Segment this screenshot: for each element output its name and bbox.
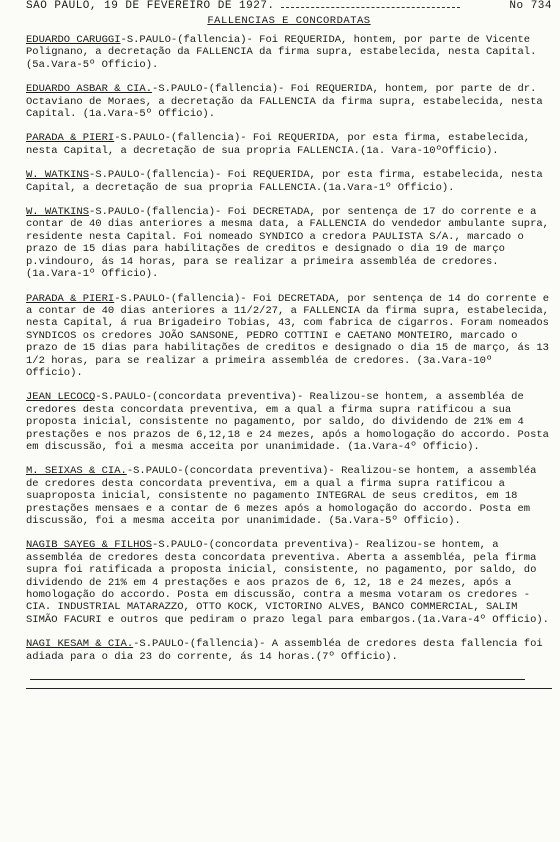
closing-rule [26, 688, 552, 689]
entry [26, 539, 552, 626]
entry-text: -S.PAULO-(concordata preventiva)- Realizou-se hontem, a assembléa de credores desta concordata preventiva, em a qual a firma supra ratificou a sua proposta inicial, consistente no pagamento, por saldo, do dividendo de 21% em 4 prestações e nos prazos de 6,12,18 e 24 mezes, após a homologação do accordo. Posta em discussão, foi a mesma acceita por unanimidade. (1a.Vara-4º Officio). [26, 391, 556, 453]
entry-name: EDUARDO CARUGGI [26, 34, 121, 46]
entry-text: -S.PAULO-(fallencia)- A assembléa de credores desta fallencia foi adiada para o dia 23 do corrente, ás 14 horas.(7º Officio). [26, 638, 550, 663]
entry [26, 34, 552, 71]
entry-name: PARADA & PIERI [26, 132, 115, 145]
entry-text: -S.PAULO-(concordata preventiva)- Realizou-se hontem, a assembléa de credores desta concordata preventiva. Aberta a assembléa, pela firma supra foi ratificada a proposta inicial, consistente, no pagamento, por saldo, do dividendo de 21% em 4 prestações e aos prazos de 6, 12, 18 e 24 mezes, após a homologação do accordo. Posta em discussão, contra a mesma votaram os credores - CIA. INDUSTRIAL MATARAZZO, OTTO KOCK, VICTORINO ALVES, BANCO COMMERCIAL, SALIM SIMÃO FACURI e outros que pediram o prazo legal para embargos.(1a.Vara-4º Officio). [26, 539, 549, 626]
section-title: FALLENCIAS E CONCORDATAS [207, 15, 371, 27]
entry-text: -S.PAULO-(fallencia)- Foi REQUERIDA, por esta firma, estabelecida, nesta Capital, a decretação de sua propria FALLENCIA.(1a. Vara-10ºOfficio). [26, 132, 537, 157]
entry-name: EDUARDO ASBAR & CIA. [26, 83, 153, 96]
entry-text: -S.PAULO-(fallencia)- Foi DECRETADA, por sentença de 17 do corrente e a contar de 40 dias anteriores a mesma data, a FALLENCIA do vendedor ambulante supra, residente nesta Capital. Foi nomeado SYNDICO a credora PAULISTA S/A., marcado o prazo de 15 dias para habilitações de creditos e designado o dia 19 de março p.vindouro, ás 14 horas, para se realizar a primeira assembléa de credores. (1a.Vara-1º Officio). [26, 206, 556, 281]
entry-name: NAGIB SAYEG & FILHOS [26, 539, 153, 552]
entry-name: JEAN LECOCQ [26, 391, 96, 404]
entry-name: W. WATKINS [26, 169, 90, 182]
entry-text: -S.PAULO-(fallencia)- Foi REQUERIDA, por esta firma, estabelecida, nesta Capital, a decretação de sua propria FALLENCIA.(1a.Vara-1º Officio). [26, 169, 550, 194]
entry-text: -S.PAULO-(concordata preventiva)- Realizou-se hontem, a assembléa de credores desta concordata preventiva, em a qual a firma supra ratificou a suaproposta inicial, consistente no pagamento INTEGRAL de seus creditos, em 18 prestações mensaes e a contar de 6 mezes após a homologação do accordo. Posta em discussão, foi a mesma acceita por unanimidade. (5a.Vara-5º Officio). [26, 465, 543, 527]
entry-name: M. SEIXAS & CIA. [26, 465, 127, 478]
entries-list [26, 34, 556, 663]
entry [26, 465, 552, 527]
entry-name: W. WATKINS [26, 206, 90, 219]
entry-text: -S.PAULO-(fallencia)- Foi DECRETADA, por sentença de 14 do corrente e a contar de 40 dias anteriores a 11/2/27, a FALLENCIA da firma supra, estabelecida, nesta Capital, á rua Brigadeiro Tobias, 43, com fabrica de cigarros. Foram nomeados SYNDICOS os credores JOÃO SANSONE, PEDRO COTTINI e CAETANO MONTEIRO, marcado o prazo de 15 dias para habilitações de creditos e designado o dia 15 de março, ás 13 1/2 horas, para se realizar a primeira assembléa de credores. (3a.Vara-10º Officio). [26, 292, 556, 379]
header [26, 0, 552, 18]
entry-name: NAGI KESAM & CIA. [26, 638, 134, 651]
entry-text: -S.PAULO-(fallencia)- Foi REQUERIDA, hontem, por parte de dr. Octaviano de Moraes, a decretação da FALLENCIA da firma supra, estabelecida, nesta Capital. (1a.Vara-5º Officio). [26, 83, 549, 121]
entry-text: -S.PAULO-(fallencia)- Foi REQUERIDA, hontem, por parte de Vicente Polignano, a decretação da FALLENCIA da firma supra, estabelecida, nesta Capital. (5a.Vara-5º Officio). [26, 34, 543, 71]
entry [26, 638, 552, 663]
header-dashed-line [281, 7, 460, 8]
entry [26, 169, 552, 194]
entry-name: PARADA & PIERI [26, 292, 115, 305]
closing-rule [30, 679, 525, 680]
entry [26, 391, 556, 453]
header-date: SÃO PAULO, 19 DE FEVEREIRO DE 1927. [26, 0, 275, 12]
entry [26, 83, 552, 120]
entry [26, 132, 552, 157]
bulletin-number: No 734 [509, 0, 552, 12]
entry [26, 206, 556, 281]
entry [26, 292, 556, 380]
